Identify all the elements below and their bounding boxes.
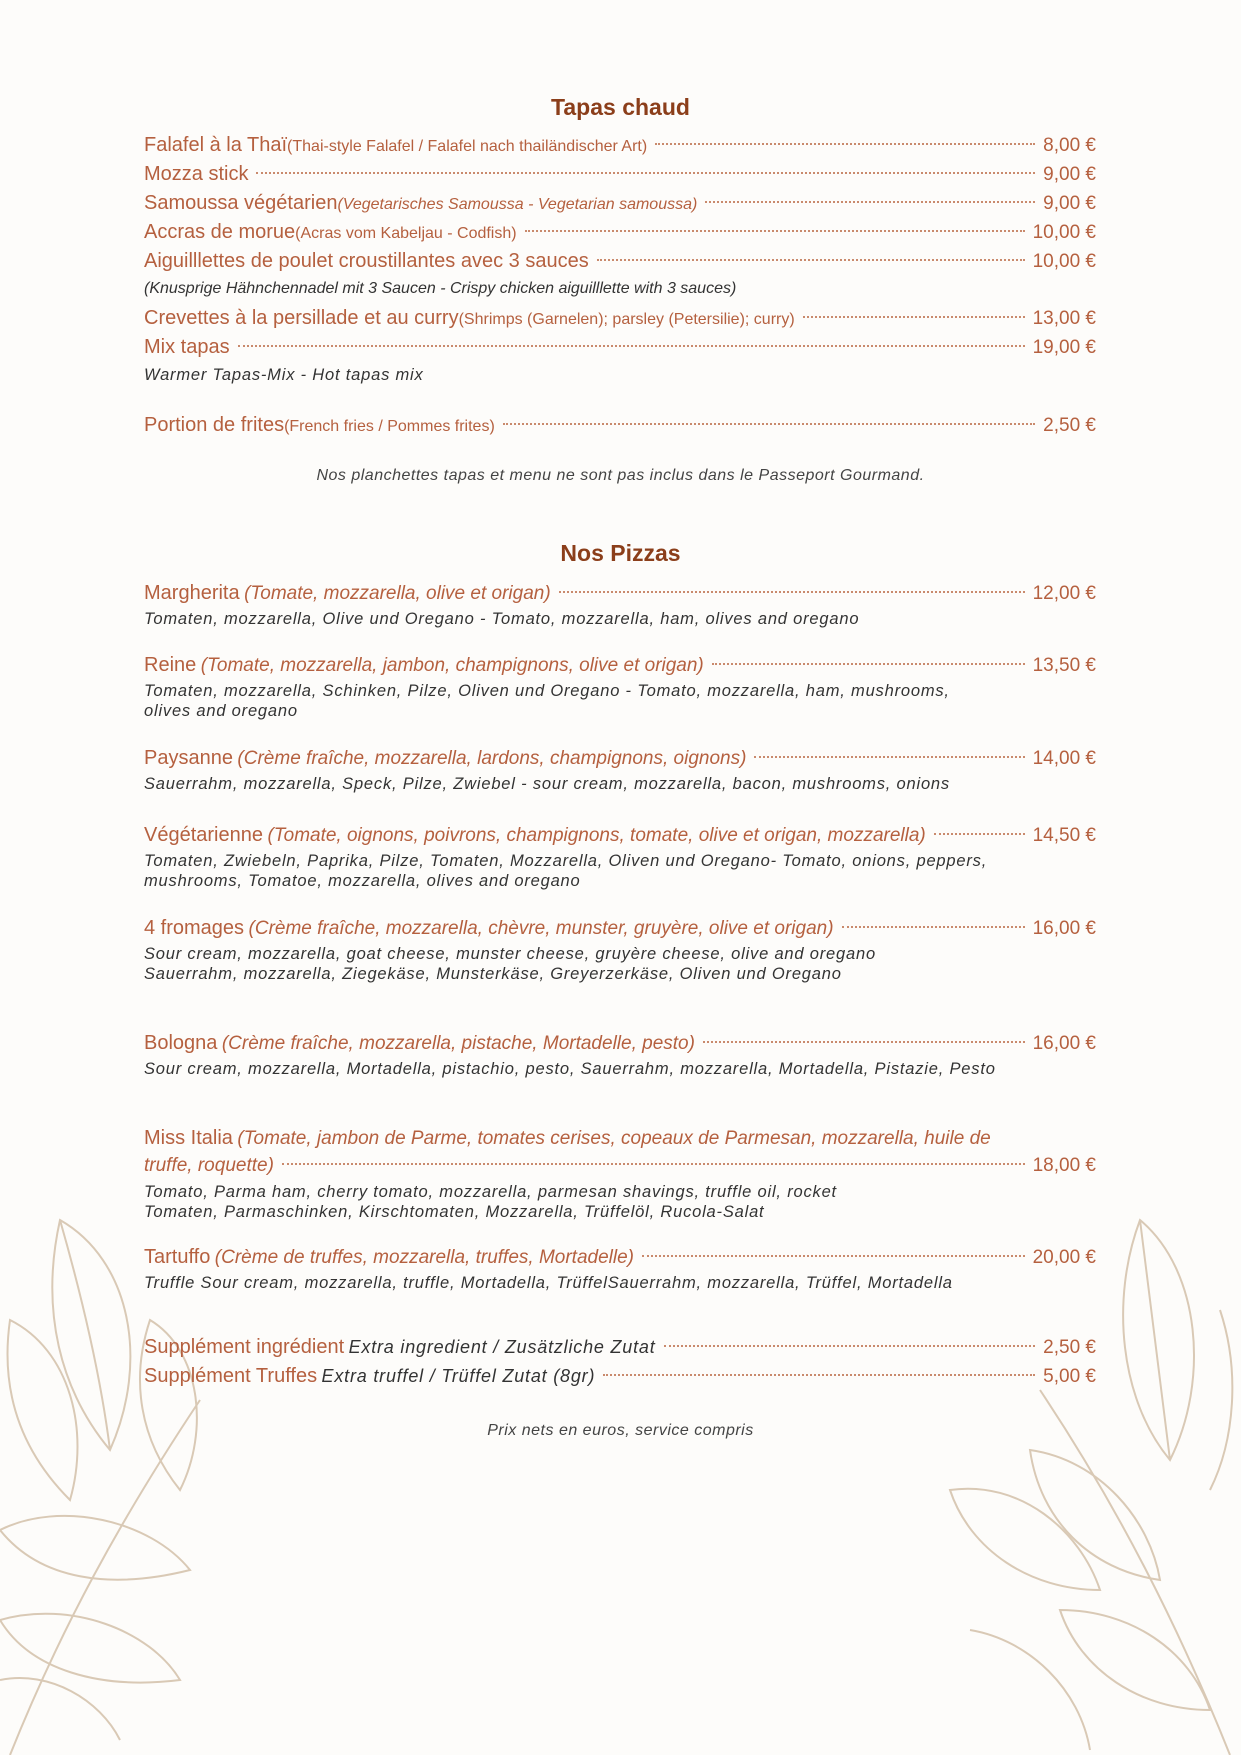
- item-price: 9,00 €: [1043, 193, 1096, 214]
- item-description-row: [144, 280, 1096, 298]
- item-price: 14,50 €: [1032, 825, 1096, 846]
- menu-item: [144, 747, 1096, 770]
- item-description: Tomaten, mozzarella, Schinken, Pilze, Oliven und Oregano - Tomato, mozzarella, ham, mushrooms,: [144, 682, 950, 700]
- item-price: 20,00 €: [1032, 1247, 1096, 1268]
- item-price: 10,00 €: [1032, 251, 1096, 272]
- menu-item: [144, 582, 1096, 605]
- item-price: 16,00 €: [1032, 1033, 1096, 1054]
- menu-item: [144, 1127, 1096, 1150]
- leader-dots: [655, 143, 1035, 145]
- leader-dots: [642, 1255, 1025, 1257]
- item-name: Aiguilllettes de poulet croustillantes avec 3 sauces: [144, 250, 589, 272]
- item-subtitle: (Crème fraîche, mozzarella, pistache, Mortadelle, pesto): [221, 1033, 695, 1054]
- leader-dots: [705, 201, 1035, 203]
- leader-dots: [934, 833, 1025, 835]
- leader-dots: [842, 926, 1025, 928]
- item-name: Paysanne: [144, 747, 233, 769]
- item-subtitle: (Vegetarisches Samoussa - Vegetarian samoussa): [337, 196, 698, 213]
- item-price: 13,00 €: [1032, 308, 1096, 329]
- footer-note: Prix nets en euros, service compris: [487, 1422, 754, 1439]
- item-description: Warmer Tapas-Mix - Hot tapas mix: [144, 366, 424, 384]
- item-description: Tomaten, mozzarella, Olive und Oregano - Tomato, mozzarella, ham, olives and oregano: [144, 610, 860, 628]
- menu-item: [144, 917, 1096, 940]
- item-description: (Knusprige Hähnchennadel mit 3 Saucen - Crispy chicken aiguilllette with 3 sauces): [144, 280, 737, 297]
- leader-dots: [664, 1345, 1036, 1347]
- menu-item: [144, 134, 1096, 157]
- leader-dots: [597, 259, 1025, 261]
- item-subtitle: Extra truffel / Trüffel Zutat (8gr): [321, 1366, 596, 1386]
- item-subtitle: truffe, roquette): [144, 1155, 274, 1176]
- item-price: 9,00 €: [1043, 164, 1096, 185]
- item-subtitle: (Thai-style Falafel / Falafel nach thailändischer Art): [287, 138, 648, 155]
- menu-item: [144, 163, 1096, 186]
- item-name: Crevettes à la persillade et au curry: [144, 307, 459, 329]
- item-description: Sauerrahm, mozzarella, Ziegekäse, Munsterkäse, Greyerzerkäse, Oliven und Oregano: [144, 965, 842, 983]
- item-description: Sour cream, mozzarella, Mortadella, pistachio, pesto, Sauerrahm, mozzarella, Mortadella, Pistazie, Pesto: [144, 1060, 996, 1078]
- item-price: 12,00 €: [1032, 583, 1096, 604]
- menu-item: [144, 654, 1096, 677]
- item-price: 13,50 €: [1032, 655, 1096, 676]
- item-price: 10,00 €: [1032, 222, 1096, 243]
- leader-dots: [703, 1041, 1025, 1043]
- item-price: 2,50 €: [1043, 415, 1096, 436]
- item-subtitle: (Tomate, oignons, poivrons, champignons, tomate, olive et origan, mozzarella): [267, 825, 926, 846]
- menu-item: [144, 824, 1096, 847]
- item-name: Bologna: [144, 1032, 218, 1054]
- menu-item: [144, 192, 1096, 215]
- item-name: Mozza stick: [144, 163, 249, 185]
- leader-dots: [238, 345, 1025, 347]
- section-title-pizzas: Nos Pizzas: [560, 540, 681, 566]
- menu-item: [144, 1246, 1096, 1269]
- item-name: Mix tapas: [144, 336, 230, 358]
- item-name: 4 fromages: [144, 917, 245, 939]
- item-description: Sour cream, mozzarella, goat cheese, munster cheese, gruyère cheese, olive and oregano: [144, 945, 876, 963]
- item-description: Tomaten, Parmaschinken, Kirschtomaten, Mozzarella, Trüffelöl, Rucola-Salat: [144, 1203, 765, 1221]
- supplement-item: [144, 1365, 1096, 1388]
- item-name: Tartuffo: [144, 1246, 211, 1268]
- item-subtitle: (Tomate, mozzarella, olive et origan): [244, 583, 551, 604]
- menu-item: [144, 307, 1096, 330]
- item-subtitle: (Tomate, jambon de Parme, tomates cerises, copeaux de Parmesan, mozzarella, huile de: [237, 1128, 991, 1149]
- item-price: 14,00 €: [1032, 748, 1096, 769]
- menu-item: [144, 250, 1096, 273]
- item-price: 18,00 €: [1032, 1155, 1096, 1176]
- menu-item: [144, 221, 1096, 244]
- item-description: Sauerrahm, mozzarella, Speck, Pilze, Zwiebel - sour cream, mozzarella, bacon, mushrooms, onions: [144, 775, 950, 793]
- leader-dots: [503, 423, 1035, 425]
- menu-item: [144, 1032, 1096, 1055]
- item-description: Tomaten, Zwiebeln, Paprika, Pilze, Tomaten, Mozzarella, Oliven und Oregano- Tomato, onions, peppers,: [144, 852, 988, 870]
- menu-item-continued: [144, 1155, 1096, 1177]
- leader-dots: [282, 1163, 1025, 1165]
- item-name: Reine: [144, 654, 197, 676]
- leader-dots: [525, 230, 1025, 232]
- item-name: Végétarienne: [144, 824, 263, 846]
- item-subtitle: (Crème fraîche, mozzarella, chèvre, munster, gruyère, olive et origan): [248, 918, 834, 939]
- item-description: Truffle Sour cream, mozzarella, truffle, Mortadella, TrüffelSauerrahm, mozzarella, Trüffel, Mortadella: [144, 1274, 953, 1292]
- leader-dots: [559, 591, 1025, 593]
- item-name: Supplément Truffes: [144, 1365, 318, 1387]
- item-price: 16,00 €: [1032, 918, 1096, 939]
- item-name: Supplément ingrédient: [144, 1336, 345, 1358]
- item-subtitle: (Tomate, mozzarella, jambon, champignons, olive et origan): [200, 655, 704, 676]
- item-price: 19,00 €: [1032, 337, 1096, 358]
- item-description: mushrooms, Tomatoe, mozzarella, olives and oregano: [144, 872, 581, 890]
- item-price: 8,00 €: [1043, 135, 1096, 156]
- item-subtitle: Extra ingredient / Zusätzliche Zutat: [348, 1337, 656, 1357]
- section-title-tapas: Tapas chaud: [551, 94, 690, 120]
- menu-item: [144, 414, 1096, 437]
- tapas-note: Nos planchettes tapas et menu ne sont pas inclus dans le Passeport Gourmand.: [316, 467, 925, 484]
- item-name: Portion de frites: [144, 414, 285, 436]
- item-name: Falafel à la Thaï: [144, 134, 288, 156]
- item-name: Miss Italia: [144, 1127, 233, 1149]
- item-name: Margherita: [144, 582, 240, 604]
- leader-dots: [603, 1374, 1035, 1376]
- leader-dots: [803, 316, 1025, 318]
- item-price: 2,50 €: [1043, 1337, 1096, 1358]
- menu-item: [144, 336, 1096, 359]
- item-subtitle: (Crème de truffes, mozzarella, truffes, Mortadelle): [214, 1247, 634, 1268]
- item-name: Samoussa végétarien: [144, 192, 338, 214]
- item-subtitle: (Shrimps (Garnelen); parsley (Petersilie); curry): [458, 311, 795, 328]
- leader-dots: [712, 663, 1025, 665]
- leader-dots: [754, 756, 1024, 758]
- item-price: 5,00 €: [1043, 1366, 1096, 1387]
- item-subtitle: (Crème fraîche, mozzarella, lardons, champignons, oignons): [237, 748, 747, 769]
- item-name: Accras de morue: [144, 221, 296, 243]
- item-description: olives and oregano: [144, 702, 298, 720]
- supplement-item: [144, 1336, 1096, 1359]
- item-subtitle: (Acras vom Kabeljau - Codfish): [295, 225, 517, 242]
- item-subtitle: (French fries / Pommes frites): [284, 418, 495, 435]
- item-description: Tomato, Parma ham, cherry tomato, mozzarella, parmesan shavings, truffle oil, rocket: [144, 1183, 837, 1201]
- leader-dots: [256, 172, 1035, 174]
